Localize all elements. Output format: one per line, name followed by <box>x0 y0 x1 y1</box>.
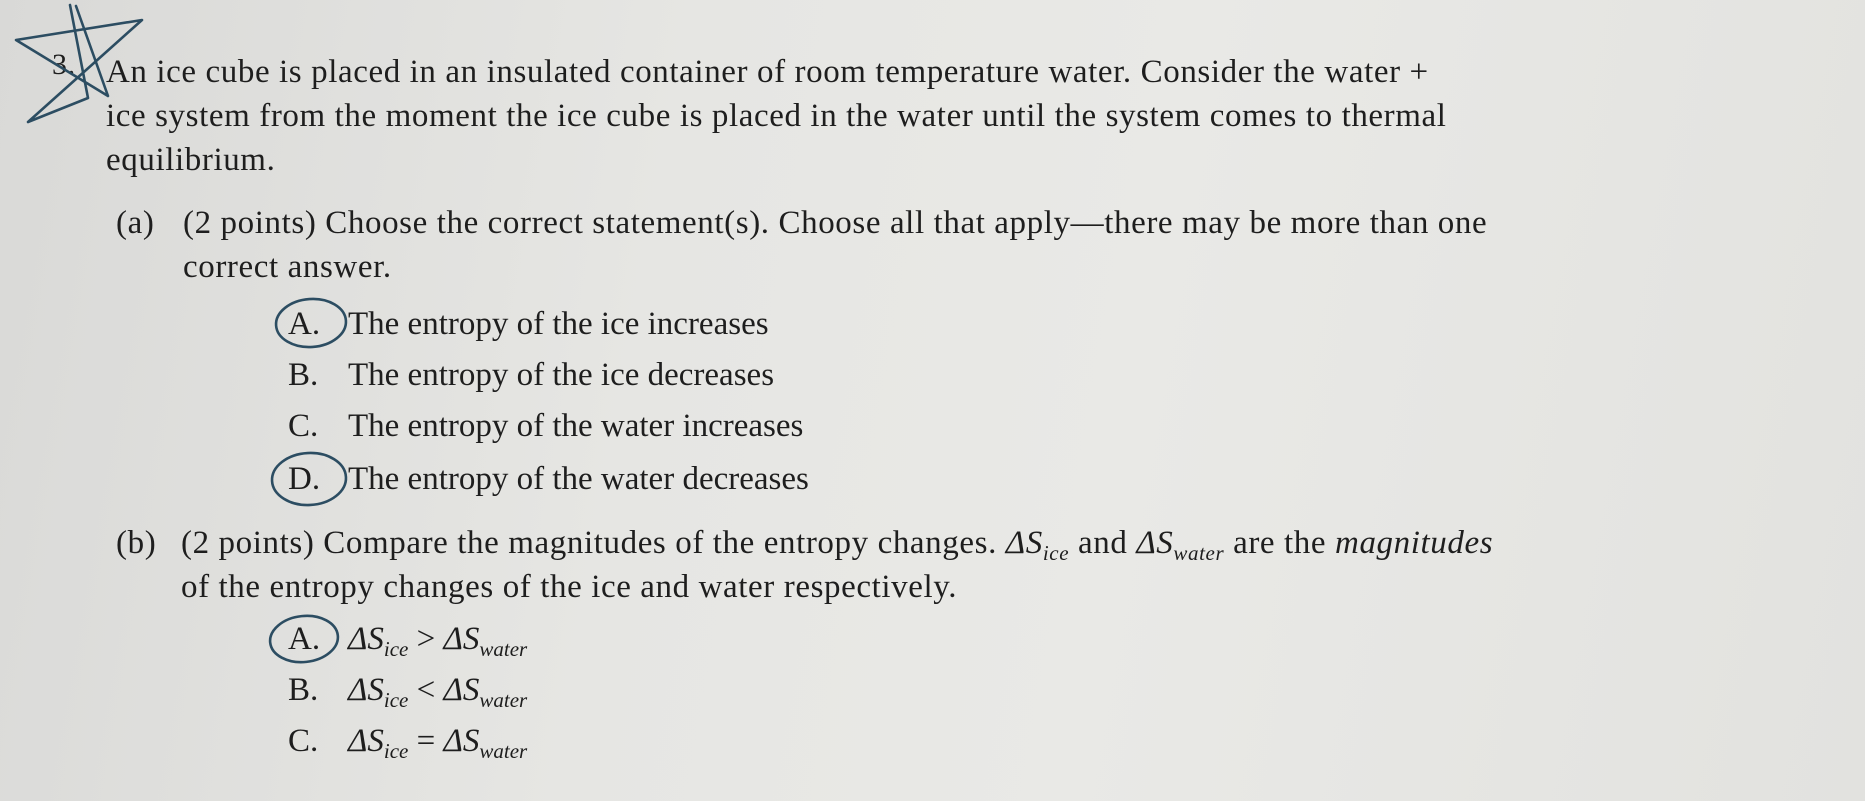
part-b-prompt-line-2: of the entropy changes of the ice and water respectively. <box>181 569 958 605</box>
delta-s-ice: $\Delta S_{ice}$ <box>1005 525 1070 565</box>
option-letter: A. <box>288 621 321 657</box>
delta-s-water: $\Delta S_{water}$ <box>1136 525 1225 565</box>
option-text: The entropy of the water decreases <box>348 461 809 497</box>
part-b-option-b[interactable]: B. $\Delta S_{ice} < \Delta S_{water}$ <box>288 672 528 712</box>
question-stem-line-3: equilibrium. <box>106 142 276 178</box>
are-the-text: are the <box>1233 525 1327 561</box>
magnitudes-text: magnitudes <box>1335 525 1494 561</box>
part-a-label: (a) <box>116 205 155 241</box>
prompt-text: (2 points) Compare the magnitudes of the entropy changes. <box>181 525 997 561</box>
part-a-prompt-line-2: correct answer. <box>183 249 392 285</box>
part-b-prompt-line-1 <box>181 525 1494 565</box>
question-stem-line-1: An ice cube is placed in an insulated container of room temperature water. Consider the water + <box>106 54 1429 90</box>
part-a-prompt-line-1: (2 points) Choose the correct statement(s). Choose all that apply—there may be more than one <box>183 205 1488 241</box>
option-letter: C. <box>288 408 319 444</box>
option-text: The entropy of the ice decreases <box>348 357 775 393</box>
option-letter: A. <box>288 306 321 342</box>
option-letter: B. <box>288 672 319 708</box>
option-text: The entropy of the ice increases <box>348 306 769 342</box>
part-b-option-c[interactable]: C. $\Delta S_{ice} = \Delta S_{water}$ <box>288 723 528 763</box>
question-stem-line-2: ice system from the moment the ice cube is placed in the water until the system comes to thermal <box>106 98 1447 134</box>
part-b-option-a[interactable]: A. $\Delta S_{ice} > \Delta S_{water}$ <box>288 621 528 661</box>
question-number: 3. <box>52 48 76 81</box>
option-text: The entropy of the water increases <box>348 408 804 444</box>
option-letter: D. <box>288 461 321 497</box>
part-a-option-a[interactable] <box>288 306 769 343</box>
and-text: and <box>1078 525 1128 561</box>
option-letter: B. <box>288 357 319 393</box>
option-letter: C. <box>288 723 319 759</box>
part-a-option-b[interactable] <box>288 357 774 394</box>
part-b-label: (b) <box>116 525 157 561</box>
part-a-option-d[interactable] <box>288 461 809 498</box>
part-a-option-c[interactable] <box>288 408 803 445</box>
